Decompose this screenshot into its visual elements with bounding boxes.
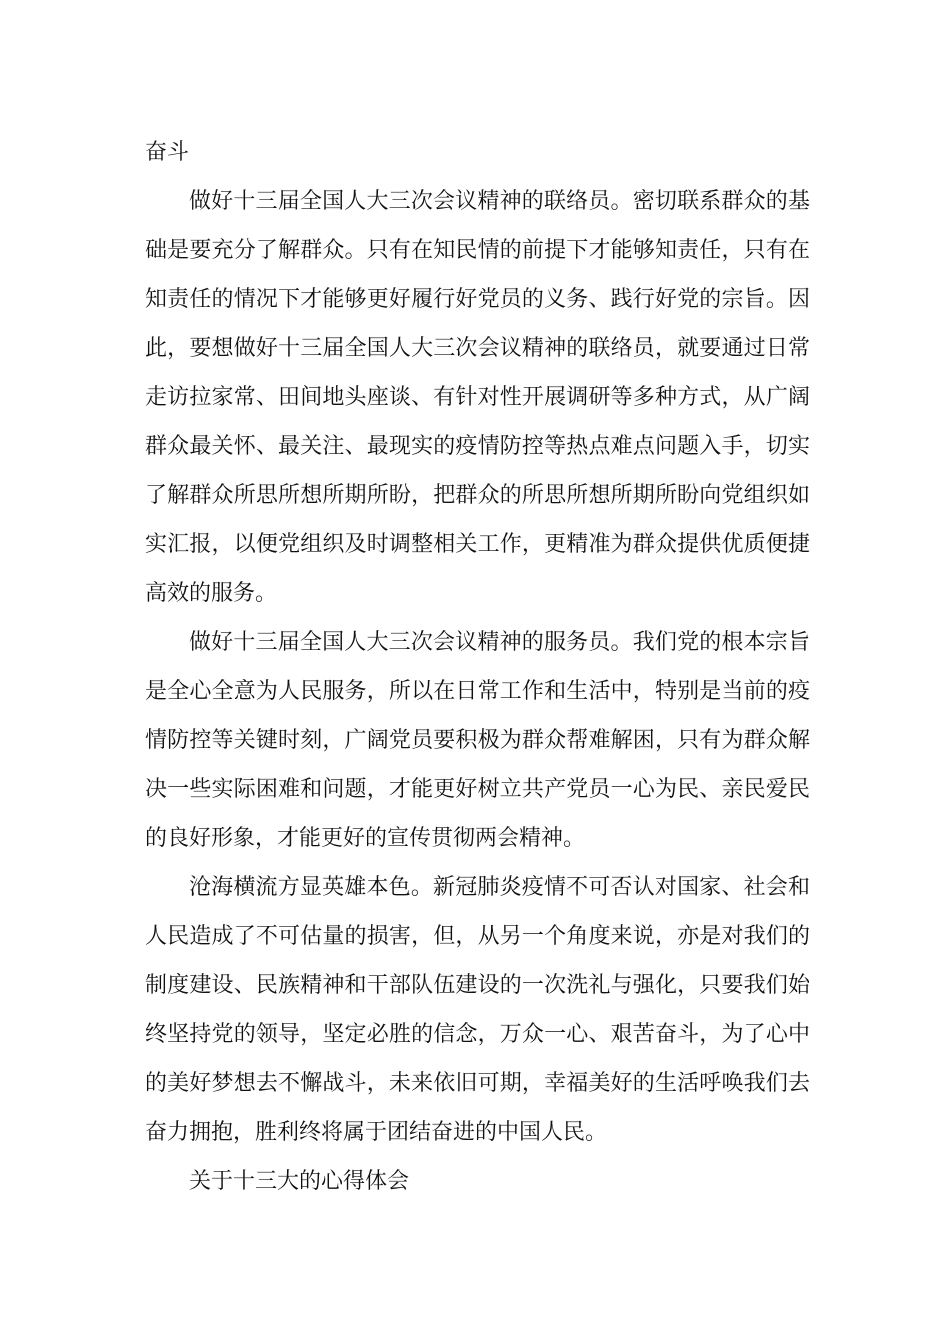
paragraph-conclusion: 沧海横流方显英雄本色。新冠肺炎疫情不可否认对国家、社会和人民造成了不可估量的损害，但，从另一个角度来说，亦是对我们的制度建设、民族精神和干部队伍建设的一次洗礼与强化，只要我们始终坚持党的领导，坚定必胜的信念，万众一心、艰苦奋斗，为了心中的美好梦想去不懈战斗，未来依旧可期，幸福美好的生活呼唤我们去奋力拥抱，胜利终将属于团结奋进的中国人民。 [145,875,810,1145]
document-body [145,128,810,1206]
paragraph-continuation: 奋斗 [145,140,190,165]
section-heading: 关于十三大的心得体会 [189,1169,410,1194]
paragraph-service: 做好十三届全国人大三次会议精神的服务员。我们党的根本宗旨是全心全意为人民服务，所以在日常工作和生活中，特别是当前的疫情防控等关键时刻，广阔党员要积极为群众帮难解困，只有为群众解决一些实际困难和问题，才能更好树立共产党员一心为民、亲民爱民的良好形象，才能更好的宣传贯彻两会精神。 [145,630,810,851]
paragraph-liaison: 做好十三届全国人大三次会议精神的联络员。密切联系群众的基础是要充分了解群众。只有在知民情的前提下才能够知责任，只有在知责任的情况下才能够更好履行好党员的义务、践行好党的宗旨。因此，要想做好十三届全国人大三次会议精神的联络员，就要通过日常走访拉家常、田间地头座谈、有针对性开展调研等多种方式，从广阔群众最关怀、最关注、最现实的疫情防控等热点难点问题入手，切实了解群众所思所想所期所盼，把群众的所思所想所期所盼向党组织如实汇报，以便党组织及时调整相关工作，更精准为群众提供优质便捷高效的服务。 [145,189,810,606]
